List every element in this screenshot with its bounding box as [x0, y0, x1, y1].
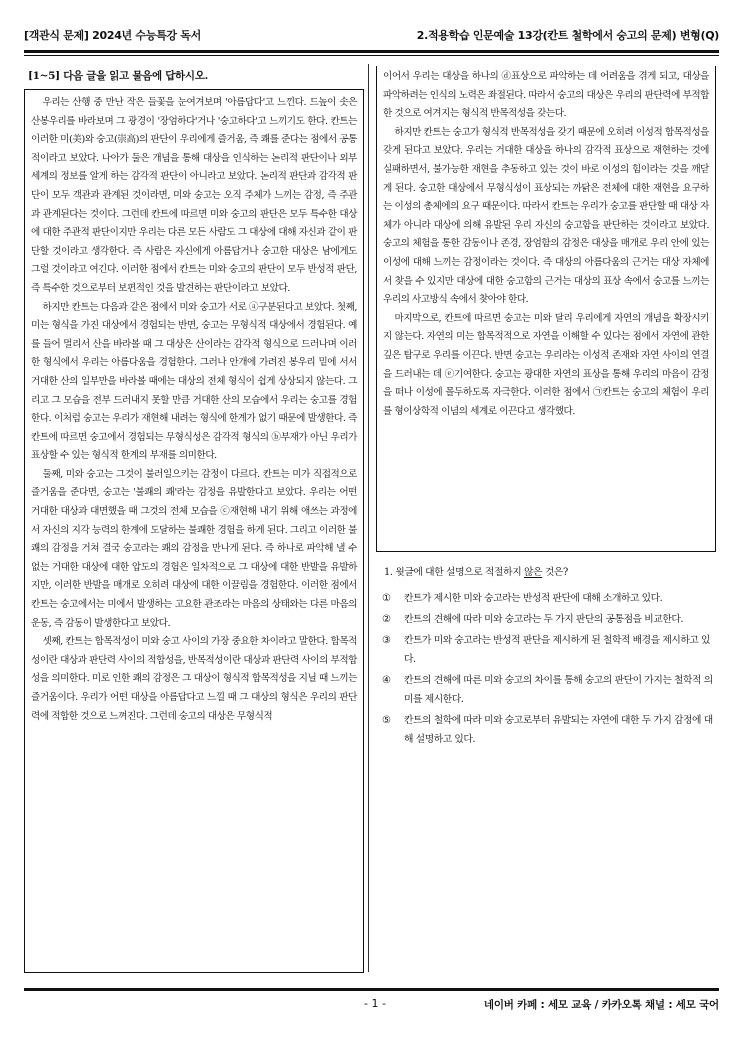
answer-choice[interactable] [376, 711, 716, 749]
choice-number: ④ [382, 675, 391, 686]
question-1 [376, 564, 716, 749]
instruction: [1~5] 다음 글을 읽고 물음에 답하시오. [28, 70, 208, 82]
answer-choices [376, 589, 716, 749]
choice-number: ⑤ [382, 715, 391, 726]
choice-text: 칸트의 견해에 따른 미와 숭고의 차이를 통해 숭고의 판단이 가지는 철학적 의미를 제시한다. [404, 675, 713, 705]
footer-brand: 네이버 카페 : 세모 교육 / 카카오톡 채널 : 세모 국어 [483, 999, 719, 1011]
passage-paragraph: 둘째, 미와 숭고는 그것이 불러일으키는 감정이 다르다. 칸트는 미가 직접적으로 즐거움을 준다면, 숭고는 '불쾌의 쾌'라는 감정을 유발한다고 보았다. 우리는 어떤 거대한 대상과 대면했을 때 그것의 전체 모습을 ⓒ재현해 내기 위해 애쓰는 과정에서 자신의 지각 능력의 한계에 도달하는 불쾌한 경험을 하게 된다. 그리고 이러한 불쾌의 감정을 거쳐 결국 숭고라는 쾌의 감정을 만나게 된다. 즉 하나로 파악해 낼 수 없는 거대한 대상에 대한 압도의 경험은 일차적으로 그 대상에 대한 반발을 유발하지만, 이러한 반발을 매개로 오히려 대상에 대한 이끌림을 경험한다. 이러한 점에서 칸트는 숭고에서는 미에서 발생하는 고요한 관조라는 마음의 상태와는 다른 마음의 운동, 즉 감동이 발생한다고 보았다. [31, 468, 357, 629]
page-number: - 1 - [364, 997, 386, 1010]
choice-text: 칸트의 견해에 따라 미와 숭고라는 두 가지 판단의 공통점을 비교한다. [404, 614, 684, 625]
answer-choice[interactable] [376, 610, 716, 629]
passage-box-right [376, 66, 716, 552]
header-left-title: [객관식 문제] 2024년 수능특강 독서 [24, 29, 201, 42]
header-rule-thin [24, 55, 719, 56]
passage-paragraph: 하지만 칸트는 숭고가 형식적 반목적성을 갖기 때문에 오히려 이성적 합목적성을 갖게 된다고 보았다. 우리는 거대한 대상을 하나의 감각적 표상으로 재현하는 것에 실패하면서, 불가능한 재현을 추동하고 있는 것이 바로 이성의 힘이라는 것을 깨닫게 된다. 숭고한 대상에서 무형식성이 표상되는 까닭은 전체에 대한 재현을 요구하는 이성의 총체에의 요구 때문이다. 따라서 칸트는 우리가 숭고를 판단할 때 대상 자체가 아니라 대상에 의해 유발된 우리 자신의 숭고함을 판단하는 것이라고 보았다. 숭고의 체험을 통한 감동이나 존경, 장엄함의 감정은 대상을 매개로 우리 안에 있는 이성에 대해 느끼는 감정이라는 것이다. 즉 대상의 아름다움의 근거는 대상 자체에서 찾을 수 있지만 대상에 대한 숭고함의 근거는 대상의 표상 속에서 숭고를 느끼는 우리의 사고방식 속에서 찾아야 한다. [383, 126, 709, 306]
answer-choice[interactable] [376, 671, 716, 709]
page-footer [24, 997, 719, 1017]
choice-text: 칸트가 미와 숭고라는 반성적 판단을 제시하게 된 철학적 배경을 제시하고 있다. [404, 635, 711, 665]
answer-choice[interactable] [376, 589, 716, 608]
question-stem-end: 것은? [544, 567, 568, 578]
choice-number: ② [382, 614, 391, 625]
question-stem [384, 564, 716, 581]
question-number: 1. [384, 567, 393, 578]
passage-paragraph: 셋째, 칸트는 합목적성이 미와 숭고 사이의 가장 중요한 차이라고 말한다. 합목적성이란 대상과 판단력 사이의 적합성을, 반목적성이란 대상과 판단력 사이의 부적합성을 의미한다. 미로 인한 쾌의 감정은 그 대상이 형식적 합목적성을 지닐 때 느끼는 즐거움이다. 우리가 어떤 대상을 아름답다고 느낄 때 그 대상의 형식은 우리의 판단력에 적합한 것으로 느껴진다. 그런데 숭고의 대상은 무형식적 [31, 636, 357, 722]
question-stem-text: 윗글에 대한 설명으로 적절하지 [395, 567, 522, 578]
column-divider [368, 64, 369, 972]
header-rule [24, 50, 719, 53]
choice-text: 칸트의 철학에 따라 미와 숭고로부터 유발되는 자연에 대한 두 가지 감정에 대해 설명하고 있다. [404, 715, 713, 745]
left-column [24, 66, 364, 973]
passage-paragraph: 하지만 칸트는 다음과 같은 점에서 미와 숭고가 서로 ⓐ구분된다고 보았다. 첫째, 미는 형식을 가진 대상에서 경험되는 반면, 숭고는 무형식적 대상에서 경험된다. 예를 들어 멀리서 산을 바라볼 때 그 대상은 산이라는 감각적 형식으로 드러나며 이러한 형식에서 우리는 아름다움을 경험한다. 그러나 안개에 가려진 봉우리 밑에 서서 거대한 산의 일부만을 바라볼 때에는 대상의 전체 형식이 쉽게 상상되지 않는다. 그리고 그 모습을 전부 드러내지 못할 만큼 거대한 산의 모습에서 우리는 숭고를 경험한다. 이처럼 숭고는 우리가 재현해 내려는 형식에 한계가 없기 때문에 발생한다. 즉 칸트에 따르면 숭고에서 경험되는 무형식성은 감각적 형식의 ⓑ부재가 아닌 우리가 표상할 수 있는 형식적 한계의 부재를 의미한다. [31, 301, 357, 462]
question-stem-emphasis: 않은 [523, 567, 543, 578]
header-right-title: 2.적용학습 인문예술 13강(칸트 철학에서 숭고의 문제) 변형(Q) [416, 29, 719, 42]
passage-paragraph: 이어서 우리는 대상을 하나의 ⓓ표상으로 파악하는 데 어려움을 겪게 되고, 대상을 파악하려는 인식의 노력은 좌절된다. 따라서 숭고의 대상은 우리의 판단력에 부적합한 것으로 여겨지는 형식적 반목적성을 갖는다. [383, 71, 709, 120]
choice-number: ③ [382, 635, 391, 646]
choice-number: ① [382, 593, 391, 604]
answer-choice[interactable] [376, 631, 716, 669]
choice-text: 칸트가 제시한 미와 숭고라는 반성적 판단에 대해 소개하고 있다. [404, 593, 663, 604]
passage-box-left [24, 89, 364, 973]
passage-paragraph: 우리는 산행 중 만난 작은 들꽃을 눈여겨보며 '아름답다'고 느낀다. 드높이 솟은 산봉우리를 바라보며 그 광경이 '장엄하다'거나 '숭고하다'고 느끼기도 한다. 칸트는 이러한 미(美)와 숭고(崇高)의 판단이 우리에게 즐거움, 즉 쾌를 준다는 점에서 공통적이라고 보았다. 나아가 둘은 개념을 통해 대상을 인식하는 논리적 판단이나 외부 세계의 정보를 알게 하는 감각적 판단이 아니라고 보았다. 논리적 판단과 감각적 판단이 모두 객관과 관계된 것이라면, 미와 숭고는 오직 주체가 느끼는 감정, 즉 주관과 관계된다는 것이다. 그런데 칸트에 따르면 미와 숭고의 판단은 모두 특수한 대상에 대한 주관적 판단이지만 우리는 다른 모든 사람도 그 대상에 대해 자신과 같이 판단할 것이라고 생각한다. 즉 사람은 자신에게 아름답거나 숭고한 대상은 남에게도 그럴 것이라고 여긴다. 이러한 점에서 칸트는 미와 숭고의 판단이 모두 반성적 판단, 즉 특수한 것으로부터 보편적인 것을 발견하는 판단이라고 보았다. [31, 97, 357, 294]
right-column [376, 66, 716, 751]
footer-rule [24, 988, 719, 991]
passage-paragraph: 마지막으로, 칸트에 따르면 숭고는 미와 달리 우리에게 자연의 개념을 확장시키지 않는다. 자연의 미는 합목적적으로 자연을 이해할 수 있다는 점에서 자연에 관한 깊은 탐구로 우리를 이끈다. 반면 숭고는 우리라는 이성적 존재와 자연 사이의 연결을 드러내는 데 ⓔ기여한다. 숭고는 광대한 자연의 표상을 통해 우리의 마음이 감정을 떠나 이성에 몰두하도록 자극한다. 이러한 점에서 ㉠칸트는 숭고의 체험이 우리를 형이상학적 이념의 세계로 이끈다고 생각했다. [383, 312, 709, 417]
page-header [24, 22, 719, 48]
